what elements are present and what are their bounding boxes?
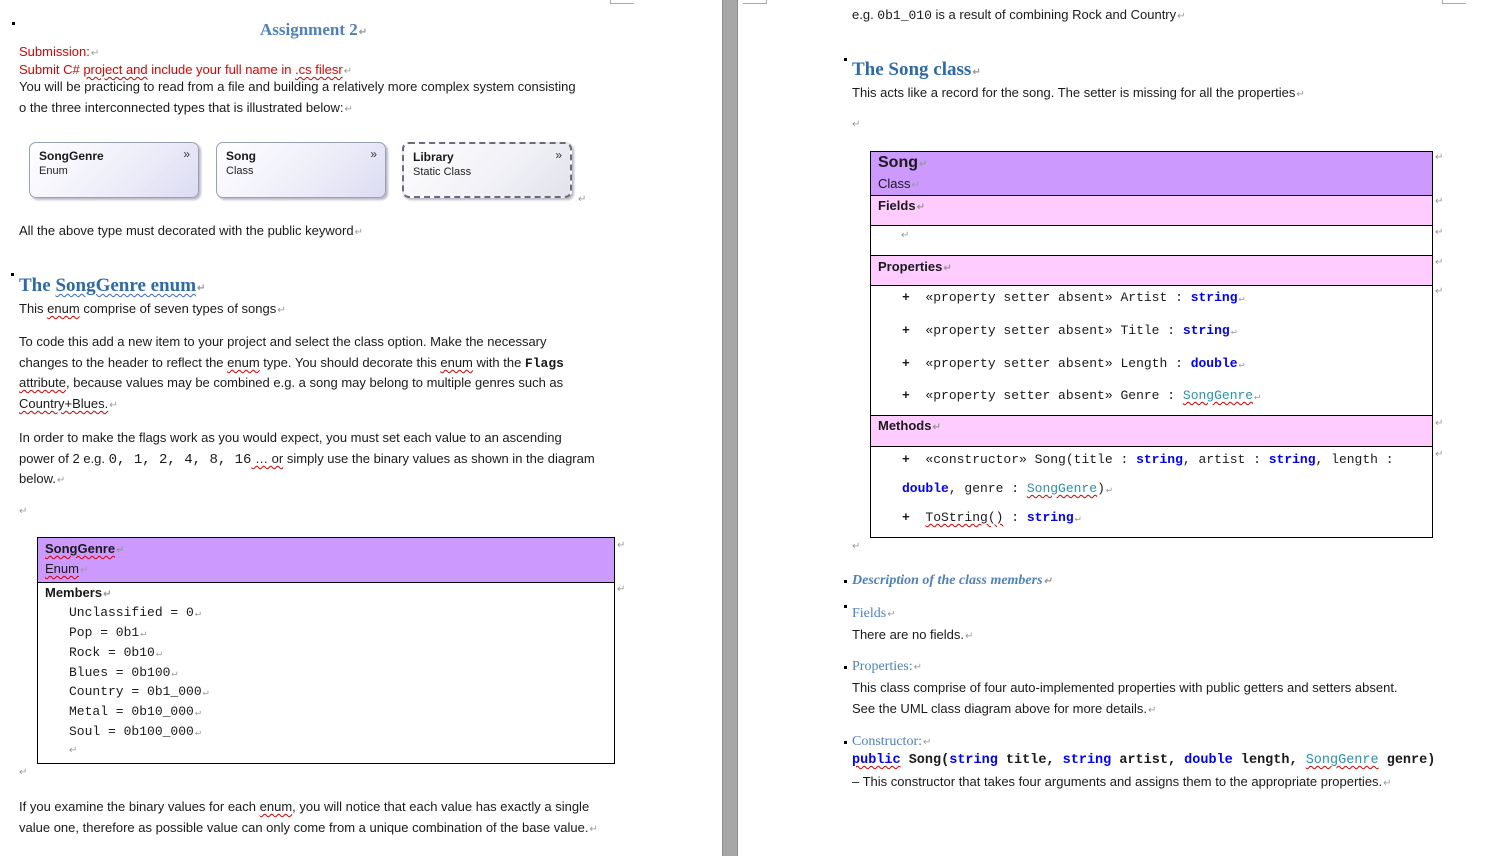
outro-line-2: value one, therefore as possible value can only come from a unique combination of the base value.↵: [19, 820, 598, 835]
fields-header: Fields↵: [871, 195, 1432, 225]
song-class-heading: The Song class↵: [852, 59, 981, 80]
chevron-down-icon[interactable]: »: [555, 148, 562, 162]
enum-member: Soul = 0b100_000↵: [69, 724, 201, 739]
fields-section: ↵: [871, 225, 1432, 255]
property-length: + «property setter absent» Length : double↵: [902, 356, 1245, 371]
enum-name: SongGenre: [45, 541, 116, 556]
card-kind: Static Class: [413, 166, 472, 178]
properties-header: Properties↵: [871, 255, 1432, 285]
card-name: SongGenre: [39, 149, 104, 163]
flags-instructions-line-3: below.↵: [19, 471, 66, 486]
document-page-right: e.g. 0b1_010 is a result of combining Rock and Country↵ The Song class↵ This acts like a record for the song. The setter is missing for all the properties↵ ↵ Song↵ Class↵ Fields↵ ↵ Properties↵ + «property setter absent» Artist : string↵ + «property setter absent» Title : string↵ + «property setter absent» Length : double↵ + «property setter absent» Genre : SongGenre↵ Methods↵ + «constructor» Song(title : string, artist : string, length : double, genre : SongGenre)↵ + ToString() : string↵ ↵ ↵ ↵ ↵ ↵ ↵ ↵ ↵ Description of the class members↵ Fields↵ There are no fields.↵ Properties:↵ This class comprise of four auto-implemented properties with public getters and setters absent. See the UML class diagram above for more details.↵ Constructor:↵ public Song(string title, string artist, double length, SongGenre genre) – This constructor that takes four arguments and assigns them to the appropriate properties.↵: [738, 0, 1512, 856]
constructor-signature-cont: double, genre : SongGenre)↵: [902, 481, 1112, 496]
outro-line-1: If you examine the binary values for each enum, you will notice that each value has exactly a single: [19, 799, 590, 814]
table-header: Song↵ Class↵: [871, 152, 1432, 195]
fields-text: There are no fields.↵: [852, 627, 974, 642]
paragraph-mark: [844, 741, 847, 744]
intro-line-2: o the three interconnected types that is illustrated below:↵: [19, 100, 353, 115]
song-uml-table: [870, 151, 1433, 538]
paragraph-mark: [844, 580, 847, 583]
paragraph-mark: [11, 273, 14, 276]
coding-instructions-line-4: Country+Blues.↵: [19, 396, 118, 411]
property-artist: + «property setter absent» Artist : string↵: [902, 290, 1245, 305]
assignment-title: Assignment 2↵: [260, 20, 368, 39]
coding-instructions-line-1: To code this add a new item to your project and select the class option. Make the necessary: [19, 334, 547, 349]
methods-header: Methods↵: [871, 415, 1432, 446]
properties-text-line-2: See the UML class diagram above for more details.↵: [852, 701, 1157, 716]
table-header: SongGenre↵ Enum↵: [38, 538, 614, 582]
chevron-down-icon[interactable]: »: [183, 147, 190, 161]
enum-member: Rock = 0b10↵: [69, 645, 162, 660]
intro-line-1: You will be practicing to read from a file and building a relatively more complex system consisting: [19, 79, 576, 94]
constructor-heading: Constructor:↵: [852, 734, 932, 749]
type-card-song[interactable]: [216, 142, 386, 198]
page-corner-mark: [610, 0, 634, 4]
property-genre: + «property setter absent» Genre : SongGenre↵: [902, 388, 1261, 403]
enum-description: This enum comprise of seven types of songs↵: [19, 301, 286, 316]
flags-instructions-line-1: In order to make the flags work as you would expect, you must set each value to an ascending: [19, 430, 562, 445]
class-kind: Class: [878, 176, 911, 191]
paragraph-mark: [12, 22, 15, 25]
enum-kind: Enum: [45, 561, 79, 576]
description-heading: Description of the class members↵: [852, 573, 1052, 588]
page-corner-mark: [1442, 0, 1466, 4]
submission-label: Submission:↵: [19, 44, 100, 59]
constructor-description: – This constructor that takes four arguments and assigns them to the appropriate properties.↵: [852, 774, 1392, 789]
fields-heading: Fields↵: [852, 606, 896, 621]
constructor-signature: + «constructor» Song(title : string, artist : string, length :: [902, 452, 1394, 467]
type-card-library[interactable]: [402, 142, 572, 198]
song-class-description: This acts like a record for the song. The setter is missing for all the properties↵: [852, 85, 1305, 100]
enum-member: Pop = 0b1↵: [69, 625, 147, 640]
enum-member: Unclassified = 0↵: [69, 605, 201, 620]
class-name: Song: [878, 154, 918, 171]
property-title: + «property setter absent» Title : string↵: [902, 323, 1237, 338]
properties-text-line-1: This class comprise of four auto-implemented properties with public getters and setters absent.: [852, 680, 1398, 695]
card-kind: Enum: [39, 165, 68, 177]
properties-heading: Properties:↵: [852, 659, 923, 674]
members-label: Members: [45, 585, 103, 600]
properties-section: [871, 285, 1432, 415]
tostring-method: + ToString() : string↵: [902, 510, 1081, 525]
coding-instructions-line-2: changes to the header to reflect the enum type. You should decorate this enum with the Flags: [19, 355, 564, 371]
combination-example: e.g. 0b1_010 is a result of combining Rock and Country↵: [852, 7, 1186, 23]
methods-section: [871, 446, 1432, 538]
paragraph-mark: [844, 605, 847, 608]
page-gutter: [722, 0, 738, 856]
flags-instructions-line-2: power of 2 e.g. 0, 1, 2, 4, 8, 16 … or simply use the binary values as shown in the diagram: [19, 451, 595, 468]
paragraph-mark: [844, 666, 847, 669]
enum-member: Blues = 0b100↵: [69, 665, 178, 680]
chevron-down-icon[interactable]: »: [370, 147, 377, 161]
card-name: Song: [226, 149, 256, 163]
paragraph-mark: [844, 58, 847, 61]
document-page-left: Assignment 2↵ Submission:↵ Submit C# project and include your full name in .cs filesr↵ You will be practicing to read from a file and building a relatively more complex system consisting o the three interconnected types that is illustrated below:↵ SongGenre Enum » Song Class » Library Static Class » ↵ All the above type must decorated with the public keyword↵ The SongGenre enum↵ This enum comprise of seven types of songs↵ To code this add a new item to your project and select the class option. Make the necessary changes to the header to reflect the enum type. You should decorate this enum with the Flags attribute, because values may be combined e.g. a song may belong to multiple genres such as Country+Blues.↵ In order to make the flags work as you would expect, you must set each value to an ascending power of 2 e.g. 0, 1, 2, 4, 8, 16 … or simply use the binary values as shown in the diagram below.↵ ↵ SongGenre↵ Enum↵ Members↵ Unclassified = 0↵ Pop = 0b1↵ Rock = 0b10↵ Blues = 0b100↵ Country = 0b1_000↵ Metal = 0b10_000↵ Soul = 0b100_000↵ ↵ ↵ ↵ ↵ If you examine the binary values for each enum, you will notice that each value has exactly a single value one, therefore as possible value can only come from a unique combination of the base value.↵: [0, 0, 722, 856]
songgenre-uml-table: [37, 537, 615, 764]
coding-instructions-line-3: attribute, because values may be combined e.g. a song may belong to multiple genres such as: [19, 375, 564, 390]
page-corner-mark: [743, 0, 767, 4]
enum-member: Country = 0b1_000↵: [69, 684, 209, 699]
enum-member: Metal = 0b10_000↵: [69, 704, 201, 719]
members-section: Members↵ Unclassified = 0↵ Pop = 0b1↵ Rock = 0b10↵ Blues = 0b100↵ Country = 0b1_000↵ Metal = 0b10_000↵ Soul = 0b100_000↵ ↵: [38, 582, 614, 764]
constructor-code-signature: public Song(string title, string artist, double length, SongGenre genre): [852, 753, 1436, 768]
submission-instructions: Submit C# project and include your full name in .cs filesr↵: [19, 62, 353, 77]
type-card-songgenre[interactable]: [29, 142, 199, 198]
card-name: Library: [413, 150, 454, 164]
songgenre-heading: The SongGenre enum↵: [19, 275, 206, 296]
card-kind: Class: [226, 165, 254, 177]
public-keyword-note: All the above type must decorated with the public keyword↵: [19, 223, 363, 238]
